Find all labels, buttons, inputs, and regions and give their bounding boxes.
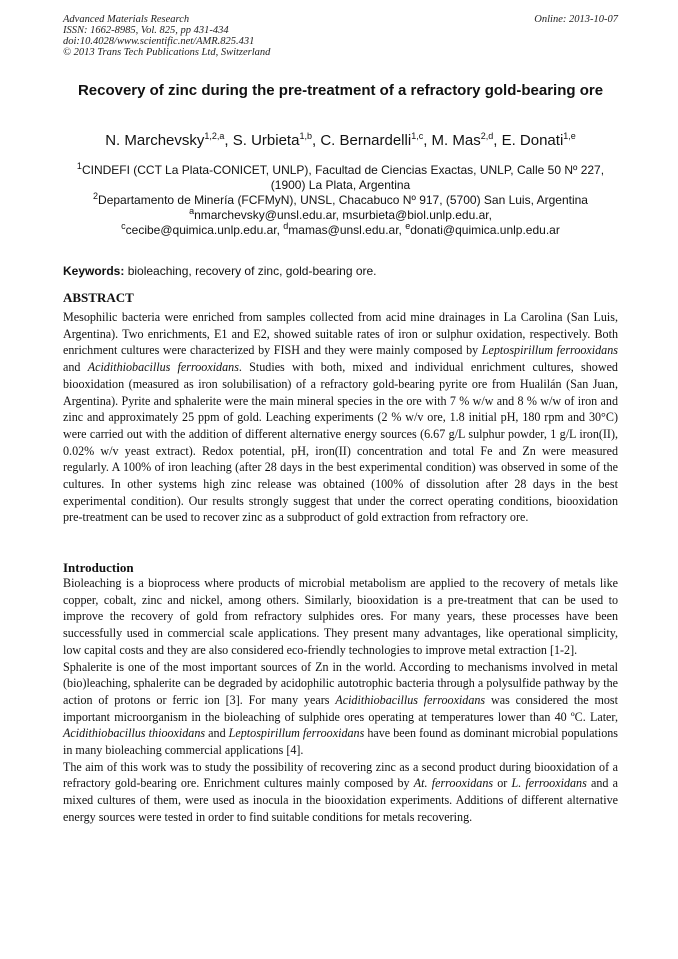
intro-paragraph-2: Sphalerite is one of the most important sources of Zn in the world. According to mechanisms involved in metal (bio)leaching, sphalerite can be degraded by acidophilic autotrophic bacteria through a polysulfide pathway by the action of protons or ferric ion [3]. For many years Acidithiobacillus ferrooxidans was considered the most important microorganism in the bioleaching of sulphide ores operating at temperatures lower than 40 ºC. Later, Acidithiobacillus thiooxidans and Leptospirillum ferrooxidans have been found as dominant microbial populations in many bioleaching commercial applications [4]. [63,659,619,758]
affiliation-1: $^1$CINDEFI (CCT La Plata-CONICET, UNLP), Facultad de Ciencias Exactas, UNLP, Calle 50 Nº 227, (1900) La Plata, Argentina [76,161,605,192]
keywords-label: Keywords: [63,264,125,278]
author-name: E. Donati [501,132,564,149]
introduction-heading: Introduction [63,560,134,575]
intro-paragraph-3: The aim of this work was to study the possibility of recovering zinc as a second product during biooxidation of a refractory gold-bearing ore. Enrichment cultures mainly composed by At. ferrooxidans or L. ferrooxidans and a mixed cultures of them, were used as inocula in the biooxidation experiments. Additions of different alternative energy sources were tested in order to find suitable conditions for metals recovering. [63,759,618,824]
email-line-1: $^a$nmarchevsky@unsl.edu.ar, msurbieta@biol.unlp.edu.ar, [189,206,492,222]
author-name: C. Bernardelli [320,132,412,149]
doi-line: doi:10.4028/www.scientific.net/AMR.825.431 [63,36,255,47]
author-superscript: 1,b [299,131,312,141]
introduction-body [63,575,618,826]
keywords [63,264,618,279]
paper-title: Recovery of zinc during the pre-treatment of a refractory gold-bearing ore [77,82,604,99]
author-name: M. Mas [431,132,481,149]
intro-paragraph-1: Bioleaching is a bioprocess where products of microbial metabolism are applied to the recovery of metals like copper, cobalt, zinc and nickel, among others. Similarly, biooxidation is a pre-treatment that can be used to improve the recovery of gold from refractory sulphides ores. For many years, these processes have been successfully used in commercial scale applications. They present many advantages, like operational simplicity, low capital costs and they are also considered eco-friendly technologies to improve metal extraction [1-2]. [63,576,618,657]
author-superscript: 1,e [563,131,576,141]
journal-name: Advanced Materials Research [63,14,190,25]
author-name: S. Urbieta [232,132,300,149]
keywords-text: bioleaching, recovery of zinc, gold-bearing ore. [124,264,377,278]
author-name: N. Marchevsky [105,132,205,149]
abstract-body [63,309,618,526]
author-superscript: 1,c [411,131,424,141]
affiliation-2: $^2$Departamento de Minería (FCFMyN), UNSL, Chacabuco Nº 917, (5700) San Luis, Argentina [93,191,588,207]
abstract-heading: ABSTRACT [63,290,134,305]
issn-line: ISSN: 1662-8985, Vol. 825, pp 431-434 [63,25,229,36]
author-list: N. Marchevsky$^{1,2,a}$, S. Urbieta$^{1,b}$, C. Bernardelli$^{1,c}$, M. Mas$^{2,d}$, E. Donati$^{1,e}$ [105,131,576,149]
publication-metadata [63,14,618,58]
online-date: Online: 2013-10-07 [534,14,618,25]
copyright-line: © 2013 Trans Tech Publications Ltd, Switzerland [63,47,271,58]
affiliations [63,163,618,238]
abstract-paragraph: Mesophilic bacteria were enriched from samples collected from acid mine drainages in La Carolina (San Luis, Argentina). Two enrichments, E1 and E2, showed suitable rates of iron or sulphur oxidation, respectively. Both enrichment cultures were characterized by FISH and they were mainly composed by Leptospirillum ferrooxidans and Acidithiobacillus ferrooxidans. Studies with both, mixed and individual enrichment cultures, showed biooxidation (measured as iron solubilisation) of a refractory gold-bearing pyrite ore from Hualilán (San Juan, Argentina). Pyrite and sphalerite were the main mineral species in the ore with 7 % w/w and 8 % w/w of iron and zinc and approximately 25 ppm of gold. Leaching experiments (2 % w/v ore, 1.8 initial pH, 180 rpm and 30°C) were carried out with the addition of different alternative energy sources (6.67 g/L sulphur powder, 1 g/L iron(II), 0.02% w/v yeast extract). Redox potential, pH, iron(II) concentration and total Fe and Zn were measured regularly. A 100% of iron leaching (after 28 days in the best experimental condition) was observed in some of the cultures. In other systems high zinc release was obtained (100% of dissolution after 28 days in the best experimental condition). Our results strongly suggest that under the correct operating conditions, biooxidation pre-treatment can be used to recover zinc as a subproduct of gold extraction from refractory ore. [63,310,618,525]
email-line-2: $^c$cecibe@quimica.unlp.edu.ar, $^d$mamas@unsl.edu.ar, $^e$donati@quimica.unlp.edu.ar [121,221,560,237]
author-superscript: 1,2,a [204,131,225,141]
author-superscript: 2,d [480,131,494,141]
